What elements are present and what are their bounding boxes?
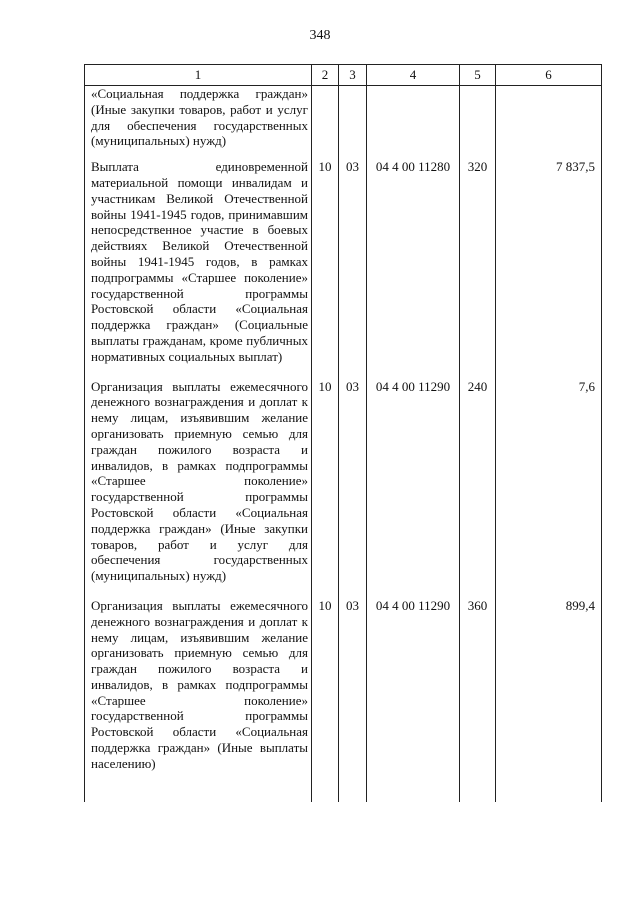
- page-number: 348: [309, 28, 331, 43]
- row-section: 10: [312, 159, 339, 378]
- row-subsection: 03: [339, 159, 367, 378]
- row-description: Выплата единовременной материальной помощи инвалидам и участникам Великой Отечественной войны 1941-1945 годов, принимавшим непосредственное участие в боевых действиях Великой Отечественной войны 1941-1945 годов, в рамках подпрограммы «Старшее поколение» государственной программы Ростовской области «Социальная поддержка граждан» (Социальные выплаты гражданам, кроме публичных нормативных социальных выплат): [85, 159, 312, 378]
- row-target-article: 04 4 00 11290: [367, 598, 460, 802]
- row-section: [312, 86, 339, 160]
- row-subsection: [339, 86, 367, 160]
- row-description: Организация выплаты ежемесячного денежного вознаграждения и доплат к нему лицам, изъявившим желание организовать приемную семью для граждан пожилого возраста и инвалидов, в рамках подпрограммы «Старшее поколение» государственной программы Ростовской области «Социальная поддержка граждан» (Иные закупки товаров, работ и услуг для обеспечения государственных (муниципальных) нужд): [85, 379, 312, 598]
- column-header-2: 2: [312, 65, 339, 86]
- row-expense-type: 240: [460, 379, 496, 598]
- column-header-4: 4: [367, 65, 460, 86]
- budget-table: [84, 64, 602, 802]
- row-expense-type: 360: [460, 598, 496, 802]
- row-target-article: [367, 86, 460, 160]
- table-row: [85, 159, 602, 378]
- row-expense-type: [460, 86, 496, 160]
- column-header-1: 1: [85, 65, 312, 86]
- table-row: [85, 598, 602, 802]
- row-description: Организация выплаты ежемесячного денежного вознаграждения и доплат к нему лицам, изъявившим желание организовать приемную семью для граждан пожилого возраста и инвалидов, в рамках подпрограммы «Старшее поколение» государственной программы Ростовской области «Социальная поддержка граждан» (Иные выплаты населению): [85, 598, 312, 802]
- row-expense-type: 320: [460, 159, 496, 378]
- column-header-3: 3: [339, 65, 367, 86]
- column-header-6: 6: [496, 65, 602, 86]
- row-amount: 899,4: [496, 598, 602, 802]
- column-header-5: 5: [460, 65, 496, 86]
- table-row: [85, 86, 602, 160]
- row-description: «Социальная поддержка граждан» (Иные закупки товаров, работ и услуг для обеспечения государственных (муниципальных) нужд): [85, 86, 312, 160]
- row-amount: [496, 86, 602, 160]
- table-header-row: [85, 65, 602, 86]
- row-subsection: 03: [339, 598, 367, 802]
- row-amount: 7,6: [496, 379, 602, 598]
- row-target-article: 04 4 00 11290: [367, 379, 460, 598]
- row-amount: 7 837,5: [496, 159, 602, 378]
- row-section: 10: [312, 379, 339, 598]
- row-section: 10: [312, 598, 339, 802]
- row-subsection: 03: [339, 379, 367, 598]
- table-row: [85, 379, 602, 598]
- row-target-article: 04 4 00 11280: [367, 159, 460, 378]
